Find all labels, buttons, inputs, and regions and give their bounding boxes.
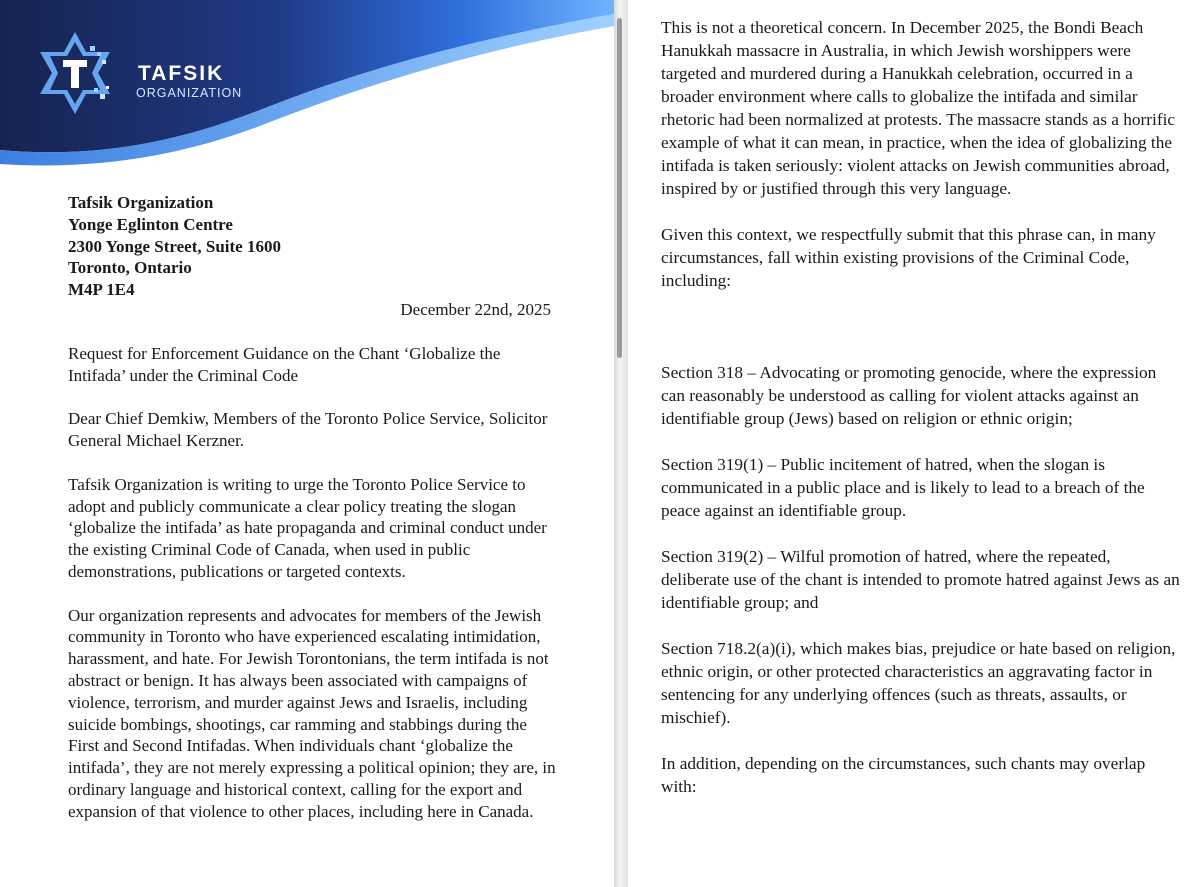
criminal-code-section: Section 718.2(a)(i), which makes bias, prejudice or hate based on religion, ethnic origin, or other protected characteristics an aggravating factor in sentencing for any underlying offences (such as threats, assaults, or mischief).: [661, 639, 1176, 727]
body-paragraph: In addition, depending on the circumstances, such chants may overlap with:: [661, 754, 1146, 796]
letter-body-right: [661, 16, 1181, 821]
criminal-code-section: Section 319(2) – Wilful promotion of hatred, where the repeated, deliberate use of the chant is intended to promote hatred against Jews as an identifiable group; and: [661, 547, 1180, 612]
brand-name: TAFSIK: [138, 62, 225, 85]
brand-subtitle: ORGANIZATION: [136, 86, 243, 100]
address-line: Tafsik Organization: [68, 193, 214, 212]
letter-page-2: [628, 0, 1200, 887]
address-line: Yonge Eglinton Centre: [68, 214, 233, 234]
address-line: Toronto, Ontario: [68, 258, 192, 278]
body-paragraph: This is not a theoretical concern. In December 2025, the Bondi Beach Hanukkah massacre in Australia, in which Jewish worshippers were targeted and murdered during a Hanukkah celebration, occurred in a broader environment where calls to globalize the intifada and similar rhetoric had been normalized at protests. The massacre stands as a horrific example of what it can mean, in practice, when the idea of globalizing the intifada is taken seriously: violent attacks on Jewish communities abroad, inspired by or justified through this very language.: [661, 18, 1176, 198]
body-paragraph: Our organization represents and advocates for members of the Jewish community in Toronto who have experienced escalating intimidation, harassment, and hate. For Jewish Torontonians, the term intifada is not abstract or benign. It has always been associated with campaigns of violence, terrorism, and murder against Jews and Israelis, including suicide bombings, shootings, car ramming and stabbings during the First and Second Intifadas. When individuals chant ‘globalize the intifada’, they are not merely expressing a political opinion; they are, in ordinary language and historical context, calling for the export and expansion of that violence to other places, including here in Canada.: [68, 605, 556, 821]
subject-line: Request for Enforcement Guidance on the Chant ‘Globalize the Intifada’ under the Criminal Code: [68, 344, 501, 385]
letter-body-left: [68, 343, 558, 844]
tafsik-star-logo-icon: [30, 28, 120, 118]
address-line: M4P 1E4: [68, 280, 135, 300]
sender-address: [68, 192, 281, 301]
body-paragraph: Tafsik Organization is writing to urge the Toronto Police Service to adopt and publicly communicate a clear policy treating the slogan ‘globalize the intifada’ as hate propaganda and criminal conduct under the existing Criminal Code of Canada, when used in public demonstrations, publications or targeted contexts.: [68, 474, 547, 581]
criminal-code-section: Section 318 – Advocating or promoting genocide, where the expression can reasonably be understood as calling for violent attacks against an identifiable group (Jews) based on religion or ethnic origin;: [661, 363, 1157, 428]
scrollbar-thumb[interactable]: [617, 18, 622, 358]
address-line: 2300 Yonge Street, Suite 1600: [68, 236, 281, 256]
body-paragraph: Given this context, we respectfully submit that this phrase can, in many circumstances, fall within existing provisions of the Criminal Code, including:: [661, 225, 1156, 290]
letter-date: December 22nd, 2025: [400, 300, 551, 319]
salutation: Dear Chief Demkiw, Members of the Toronto Police Service, Solicitor General Michael Kerzner.: [68, 409, 548, 451]
criminal-code-section: Section 319(1) – Public incitement of hatred, when the slogan is communicated in a public place and is likely to lead to a breach of the peace against an identifiable group.: [661, 455, 1145, 520]
